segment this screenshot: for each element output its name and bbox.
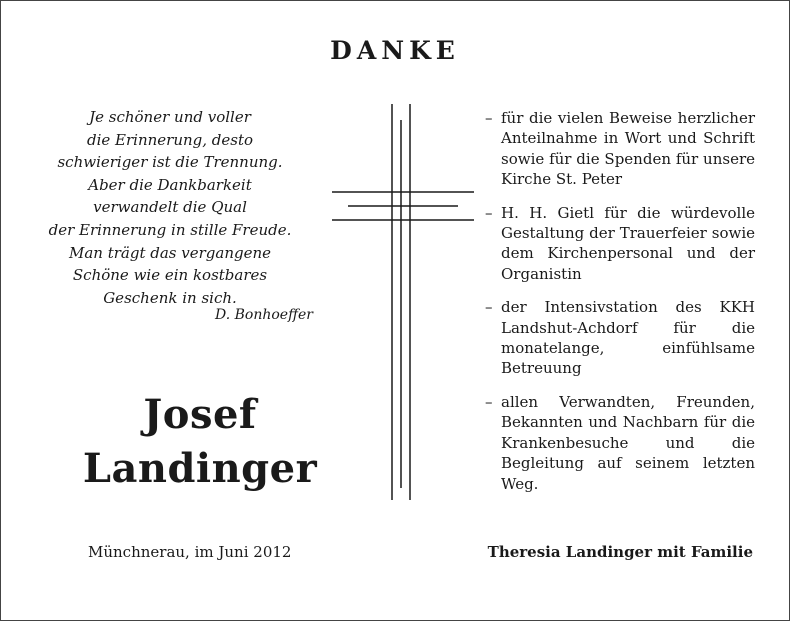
thanks-item [483,392,755,494]
thanks-item-text: allen Verwandten, Freunden, Bekannten und Nachbarn für die Krankenbesuche und die Begleitung auf seinem letzten Weg. [501,392,755,493]
poem-line: die Erinnerung, desto [86,130,254,149]
notice-heading: DANKE [330,36,460,65]
dash-bullet: – [485,203,493,222]
deceased-first-name: Josef [143,391,257,438]
thanks-item [483,203,755,285]
poem-line: Geschenk in sich. [103,288,237,307]
poem [30,106,310,309]
poem-line: der Erinnerung in stille Freude. [48,220,292,239]
poem-line: schwieriger ist die Trennung. [57,153,283,172]
thanks-item-text: für die vielen Beweise herzlicher Anteilnahme in Wort und Schrift sowie für die Spenden für unsere Kirche St. Peter [501,109,755,189]
dash-bullet: – [485,392,493,411]
poem-line: Aber die Dankbarkeit [88,175,252,194]
cross-icon [330,102,476,504]
deceased-last-name: Landinger [82,445,318,492]
poem-line: verwandelt die Qual [93,198,247,217]
poem-line: Man trägt das vergangene [68,243,272,262]
thanks-item-text: der Intensivstation des KKH Landshut-Achdorf für die monatelange, einfühlsame Betreuung [501,298,755,378]
dash-bullet: – [485,109,493,127]
thanks-item [483,108,755,190]
thanks-item-text: H. H. Gietl für die würdevolle Gestaltung der Trauerfeier sowie dem Kirchenpersonal und der Organistin [501,203,755,283]
poem-line: Je schöner und voller [89,108,251,126]
thanks-list [483,108,755,507]
deceased-name [60,388,340,496]
signature: Theresia Landinger mit Familie [487,543,753,561]
place-date: Münchnerau, im Juni 2012 [88,543,292,561]
thanks-item [483,297,755,379]
poem-line: Schöne wie ein kostbares [72,266,268,285]
poem-author: D. Bonhoeffer [215,307,313,323]
dash-bullet: – [485,298,493,317]
